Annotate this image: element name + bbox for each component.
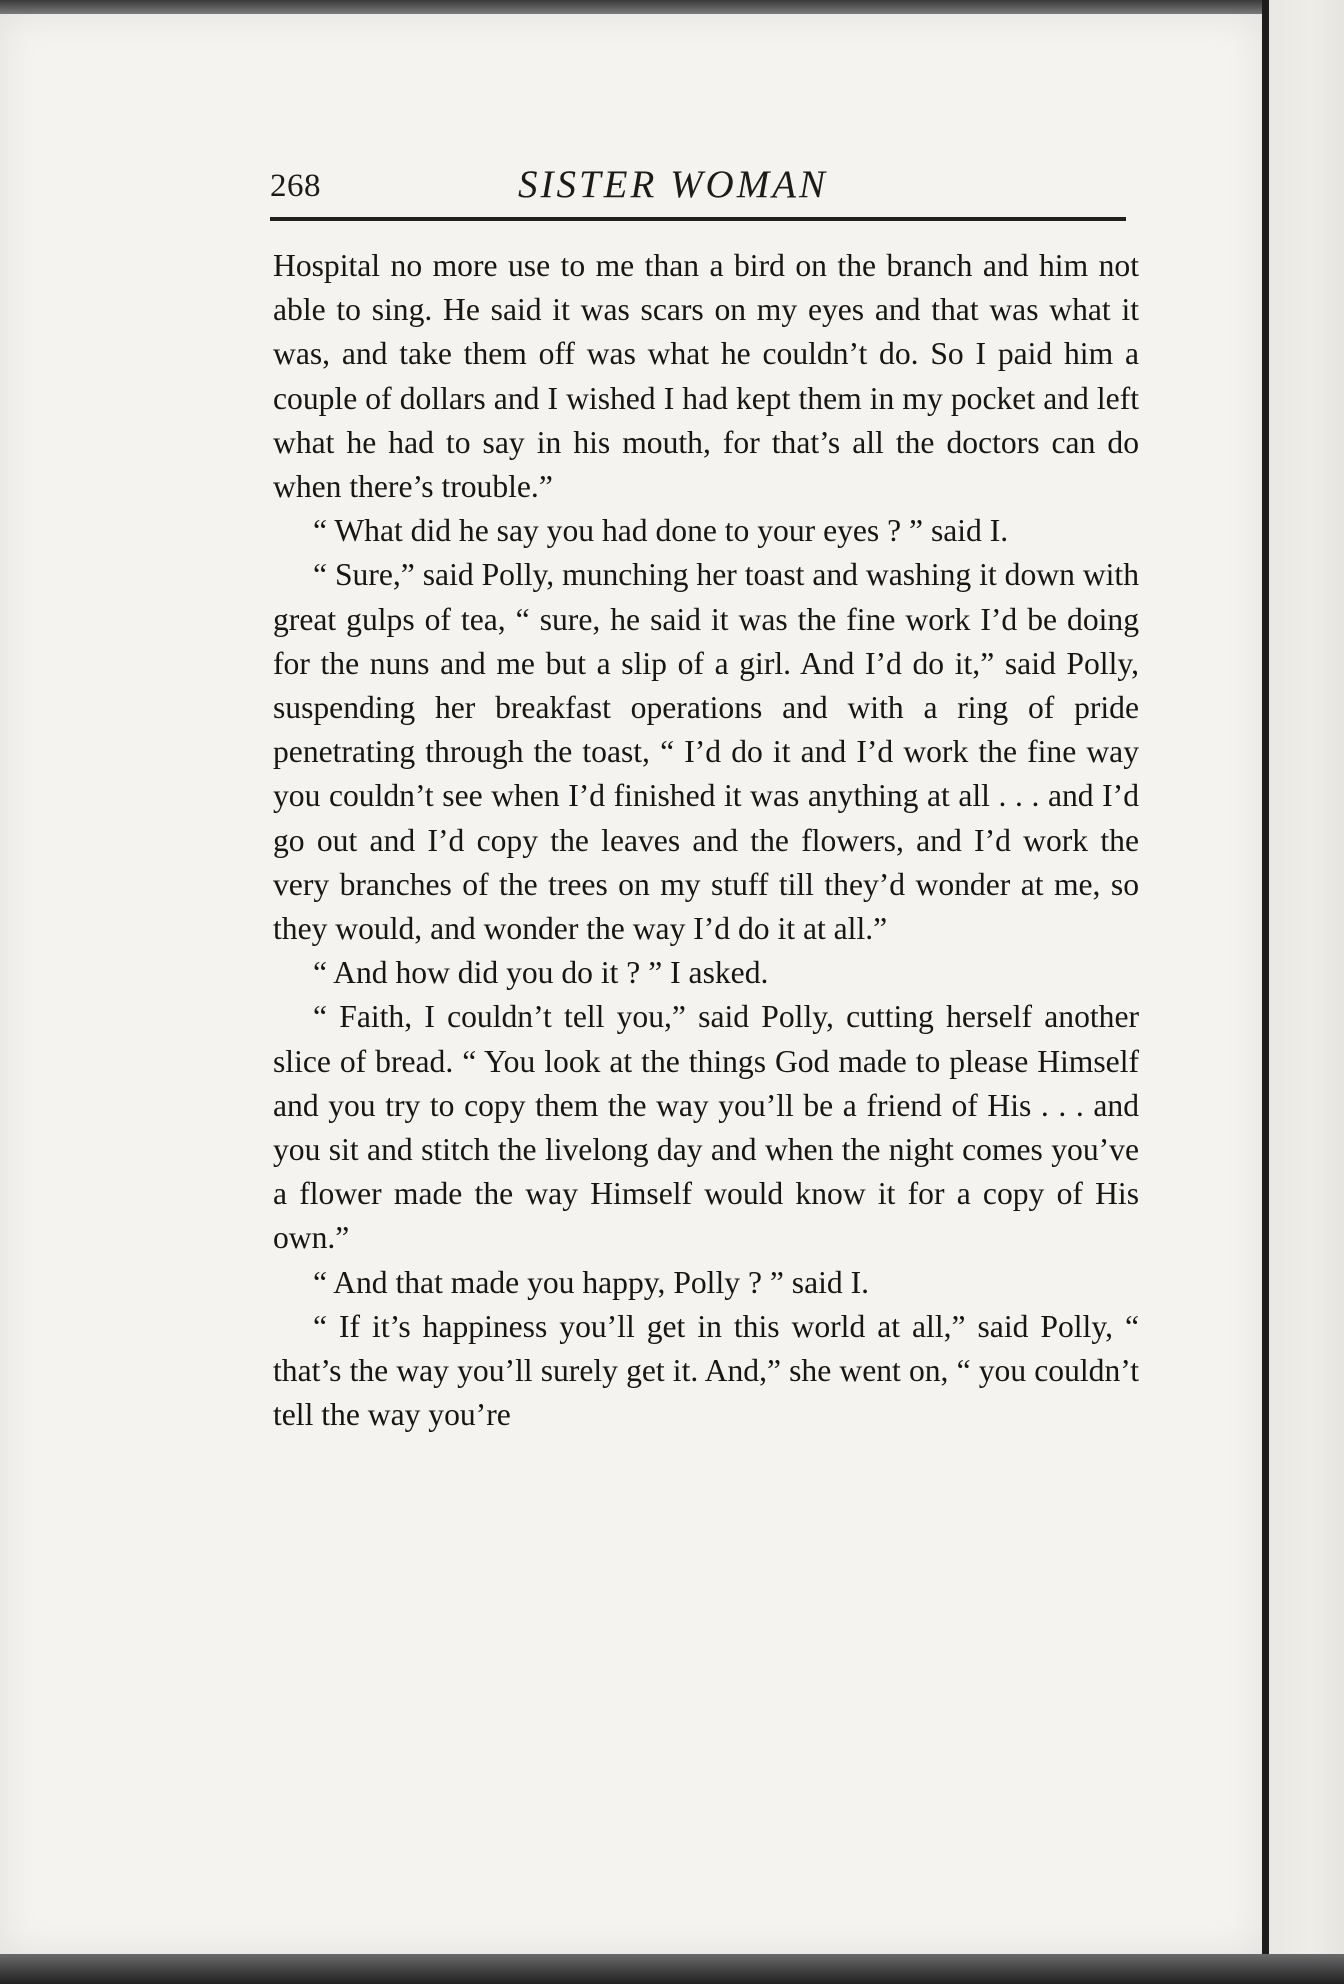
binding-gutter [1262, 0, 1269, 1984]
paragraph-3: “ Sure,” said Polly, munching her toast and washing it down with great gulps of tea, “ sure, he said it was the fine work I’d be doing for the nuns and me but a slip of a girl. And I’d do it,” said Polly, suspending her breakfast operations and with a ring of pride penetrating through the toast, “ I’d do it and I’d work the fine way you couldn’t see when I’d finished it was anything at all . . . and I’d go out and I’d copy the leaves and the flowers, and I’d work the very branches of the trees on my stuff till they’d wonder at me, so they would, and wonder the way I’d do it at all.” [273, 557, 1139, 947]
book-title: SISTER WOMAN [518, 163, 829, 206]
page-bottom-edge [0, 1954, 1344, 1984]
page-number: 268 [270, 168, 321, 204]
paragraph-1: Hospital no more use to me than a bird on the branch and him not able to sing. He said it was scars on my eyes and that was what it was, and take them off was what he couldn’t do. So I paid him a couple of dollars and I wished I had kept them in my pocket and left what he had to say in his mouth, for that’s all the doctors can do when there’s trouble.” [273, 248, 1139, 505]
paragraph-6: “ And that made you happy, Polly ? ” said I. [313, 1264, 869, 1300]
facing-page-shadow [1310, 0, 1344, 1984]
paragraph-5: “ Faith, I couldn’t tell you,” said Polly, cutting herself another slice of bread. “ You look at the things God made to please Himself and you try to copy them the way you’ll be a friend of His . . . and you sit and stitch the livelong day and when the night comes you’ve a flower made the way Himself would know it for a copy of His own.” [273, 999, 1139, 1256]
paragraph-2: “ What did he say you had done to your eyes ? ” said I. [313, 513, 1009, 549]
header-rule [270, 217, 1126, 221]
paragraph-4: “ And how did you do it ? ” I asked. [313, 955, 769, 991]
body-text [273, 244, 1139, 1437]
paragraph-7: “ If it’s happiness you’ll get in this world at all,” said Polly, “ that’s the way you’ll surely get it. And,” she went on, “ you couldn’t tell the way you’re [273, 1308, 1139, 1433]
running-head [270, 162, 1126, 212]
page-top-edge [0, 0, 1262, 14]
